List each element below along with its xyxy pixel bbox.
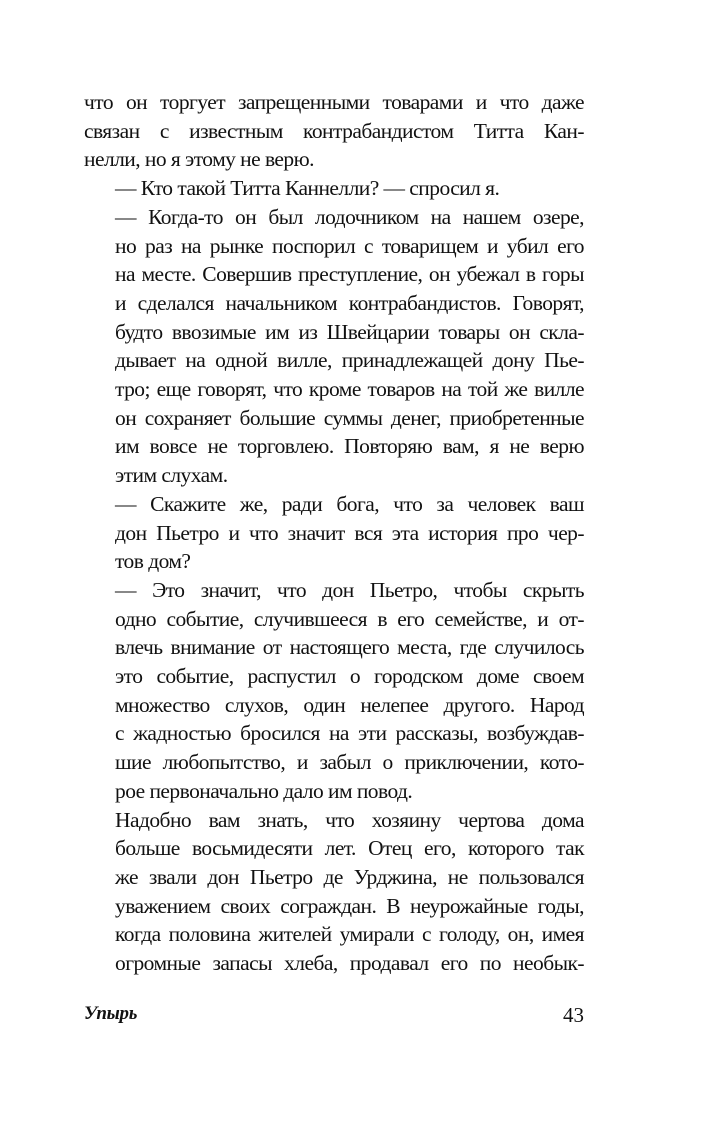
text-line: — Кто такой Титта Каннелли? — спросил я. (115, 176, 500, 201)
text-line: этим слухам. (115, 463, 228, 488)
text-line: — Скажите же, ради бога, что за человек ваш (115, 491, 584, 516)
text-line: им вовсе не торговлею. Повторяю вам, я не верю (115, 434, 584, 459)
text-line: дывает на одной вилле, принадлежащей дону Пье- (115, 348, 584, 373)
page-footer (84, 1003, 584, 1029)
text-line: уважением своих сограждан. В неурожайные годы, (115, 893, 584, 918)
paragraph (84, 174, 584, 203)
text-line: что он торгует запрещенными товарами и что даже (84, 90, 584, 114)
text-line: рое первоначально дало им повод. (115, 778, 413, 803)
text-line: когда половина жителей умирали с голоду, он, имея (115, 922, 584, 947)
text-line: дон Пьетро и что значит вся эта история про чер- (115, 520, 584, 545)
paragraph (84, 576, 584, 806)
text-line: на месте. Совершив преступление, он убежал в горы (115, 262, 584, 287)
text-line: и сделался начальником контрабандистов. Говорят, (115, 290, 584, 315)
text-line: одно событие, случившееся в его семействе, и от- (115, 606, 584, 631)
text-line: шие любопытство, и забыл о приключении, кото- (115, 750, 584, 775)
text-line: — Это значит, что дон Пьетро, чтобы скрыть (115, 577, 584, 602)
text-line: больше восьмидесяти лет. Отец его, которого так (115, 836, 584, 861)
text-line: связан с известным контрабандистом Титта Кан- (84, 118, 584, 143)
text-line: он сохраняет большие суммы денег, приобретенные (115, 405, 584, 430)
paragraph (84, 806, 584, 978)
paragraph (84, 203, 584, 490)
text-line: это событие, распустил о городском доме своем (115, 664, 584, 689)
text-line: огромные запасы хлеба, продавал его по необык- (115, 951, 584, 976)
paragraph (84, 88, 584, 174)
text-line: множество слухов, один нелепее другого. Народ (115, 692, 584, 717)
book-page-body (84, 88, 584, 978)
text-line: нелли, но я этому не верю. (84, 147, 314, 172)
text-line: влечь внимание от настоящего места, где случилось (115, 635, 584, 660)
text-line: Надобно вам знать, что хозяину чертова дома (115, 807, 584, 832)
page-number: 43 (563, 1003, 584, 1027)
text-line: тро; еще говорят, что кроме товаров на той же вилле (115, 377, 584, 402)
text-line: же звали дон Пьетро де Урджина, не пользовался (115, 864, 584, 889)
text-line: тов дом? (115, 549, 191, 574)
running-title: Упырь (84, 1003, 138, 1024)
text-line: — Когда-то он был лодочником на нашем озере, (115, 204, 584, 229)
text-line: будто ввозимые им из Швейцарии товары он скла- (115, 319, 584, 344)
text-line: но раз на рынке поспорил с товарищем и убил его (115, 233, 584, 258)
text-line: с жадностью бросился на эти рассказы, возбуждав- (115, 721, 584, 746)
paragraph (84, 490, 584, 576)
